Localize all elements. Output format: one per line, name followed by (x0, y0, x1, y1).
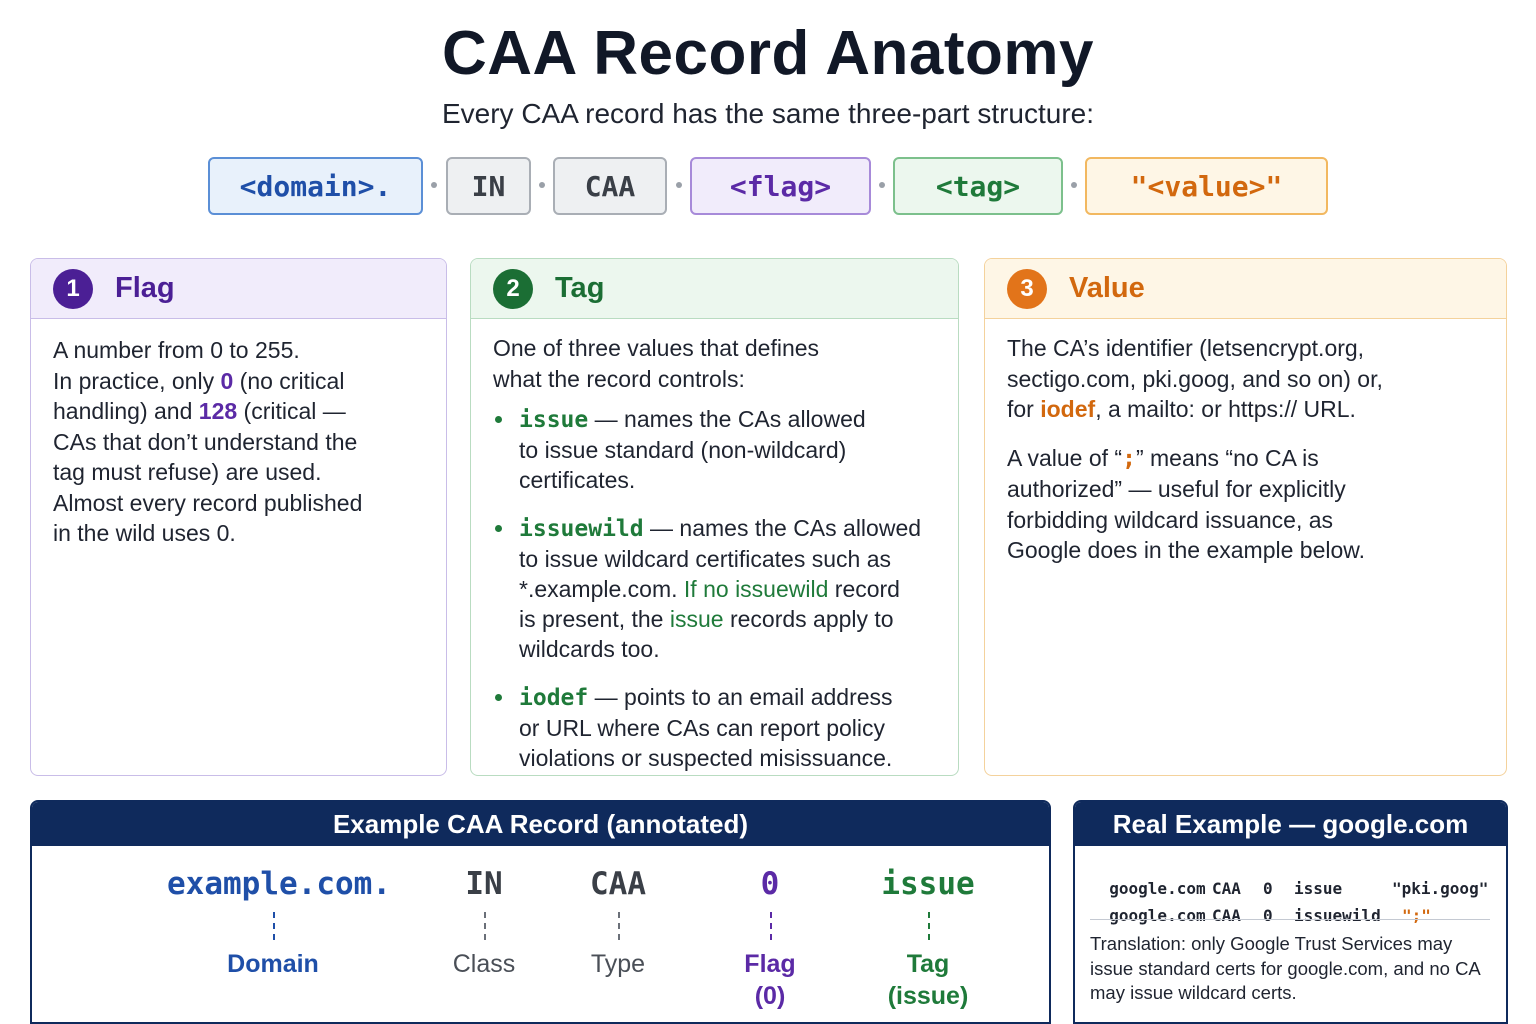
example-label-type: Type (590, 950, 646, 978)
tag-card (470, 258, 959, 776)
text-line: A value of “;” means “no CA is (1007, 444, 1319, 472)
example-token-type: CAA (590, 866, 646, 902)
connector-line (928, 912, 930, 940)
structure-type-pill: CAA (553, 157, 667, 215)
value-card-body (985, 319, 1506, 566)
flag-card-header (31, 259, 446, 319)
translation-note: Translation: only Google Trust Services may issue standard certs for google.com, and no CA may issue wildcard certs. (1090, 933, 1480, 1003)
structure-tag-pill: <tag> (893, 157, 1063, 215)
tag-card-title: Tag (555, 272, 605, 304)
example-token-flag: 0 (760, 866, 780, 902)
example-label-tag: Tag (issue) (887, 950, 969, 1010)
text-line: authorized” — useful for explicitly (1007, 476, 1346, 502)
structure-value-pill: "<value>" (1085, 157, 1328, 215)
record-row: google.com CAA 0 issue "pki.goog" (1109, 879, 1489, 898)
text-line: In practice, only 0 (no critical (53, 367, 345, 394)
separator-dot (879, 182, 885, 188)
text-line: tag must refuse) are used. (53, 459, 322, 485)
structure-domain-pill: <domain>. (208, 157, 423, 215)
step-number-badge: 3 (1007, 269, 1047, 309)
list-item: iodef — points to an email address or URL where CAs can report policy violations or suspected misissuance. (493, 682, 936, 773)
text-line: handling) and 128 (critical — (53, 398, 346, 424)
real-example-title: Real Example — google.com (1075, 802, 1506, 846)
list-item: issuewild — names the CAs allowed to issue wildcard certificates such as *.example.com. If no issuewild record is present, the issue records apply to wildcards too. (493, 513, 936, 664)
example-token-domain: example.com. (167, 866, 391, 902)
separator-dot (539, 182, 545, 188)
example-label-class: Class (452, 950, 516, 978)
structure-class-pill: IN (446, 157, 531, 215)
text-line: Google does in the example below. (1007, 537, 1366, 563)
step-number-badge: 2 (493, 269, 533, 309)
text-line: in the wild uses 0. (53, 520, 236, 546)
separator-dot (431, 182, 437, 188)
value-card (984, 258, 1507, 776)
text-line: for iodef, a mailto: or https:// URL. (1007, 396, 1356, 422)
divider (1090, 919, 1490, 920)
text-line: One of three values that defines (493, 335, 820, 361)
step-number-badge: 1 (53, 269, 93, 309)
separator-dot (1071, 182, 1077, 188)
list-item: issue — names the CAs allowed to issue standard (non-wildcard) certificates. (493, 404, 936, 495)
connector-line (618, 912, 620, 940)
example-label-flag: Flag (0) (744, 950, 796, 1010)
flag-card (30, 258, 447, 776)
separator-dot (676, 182, 682, 188)
connector-line (770, 912, 772, 940)
example-panel-title: Example CAA Record (annotated) (32, 802, 1049, 846)
tag-card-header (471, 259, 958, 319)
example-token-tag: issue (881, 866, 975, 902)
value-card-title: Value (1069, 272, 1145, 304)
record-row: google.com CAA 0 issuewild ";" (1109, 906, 1431, 925)
structure-flag-pill: <flag> (690, 157, 871, 215)
tag-bullet-list (493, 404, 936, 773)
tag-card-body (471, 319, 958, 773)
page-title: CAA Record Anatomy (441, 19, 1095, 88)
text-line: forbidding wildcard issuance, as (1007, 506, 1334, 533)
text-line: sectigo.com, pki.goog, and so on) or, (1007, 365, 1383, 392)
flag-card-body (31, 319, 446, 549)
flag-card-title: Flag (115, 272, 175, 304)
connector-line (273, 912, 275, 940)
text-line: what the record controls: (493, 365, 745, 392)
example-token-class: IN (465, 866, 503, 902)
value-card-header (985, 259, 1506, 319)
page-subtitle: Every CAA record has the same three-part structure: (441, 98, 1095, 129)
example-label-domain: Domain (227, 950, 319, 978)
connector-line (484, 912, 486, 940)
text-line: A number from 0 to 255. (53, 337, 300, 363)
text-line: Almost every record published (53, 489, 363, 516)
text-line: CAs that don’t understand the (53, 428, 358, 455)
text-line: The CA’s identifier (letsencrypt.org, (1007, 335, 1365, 361)
